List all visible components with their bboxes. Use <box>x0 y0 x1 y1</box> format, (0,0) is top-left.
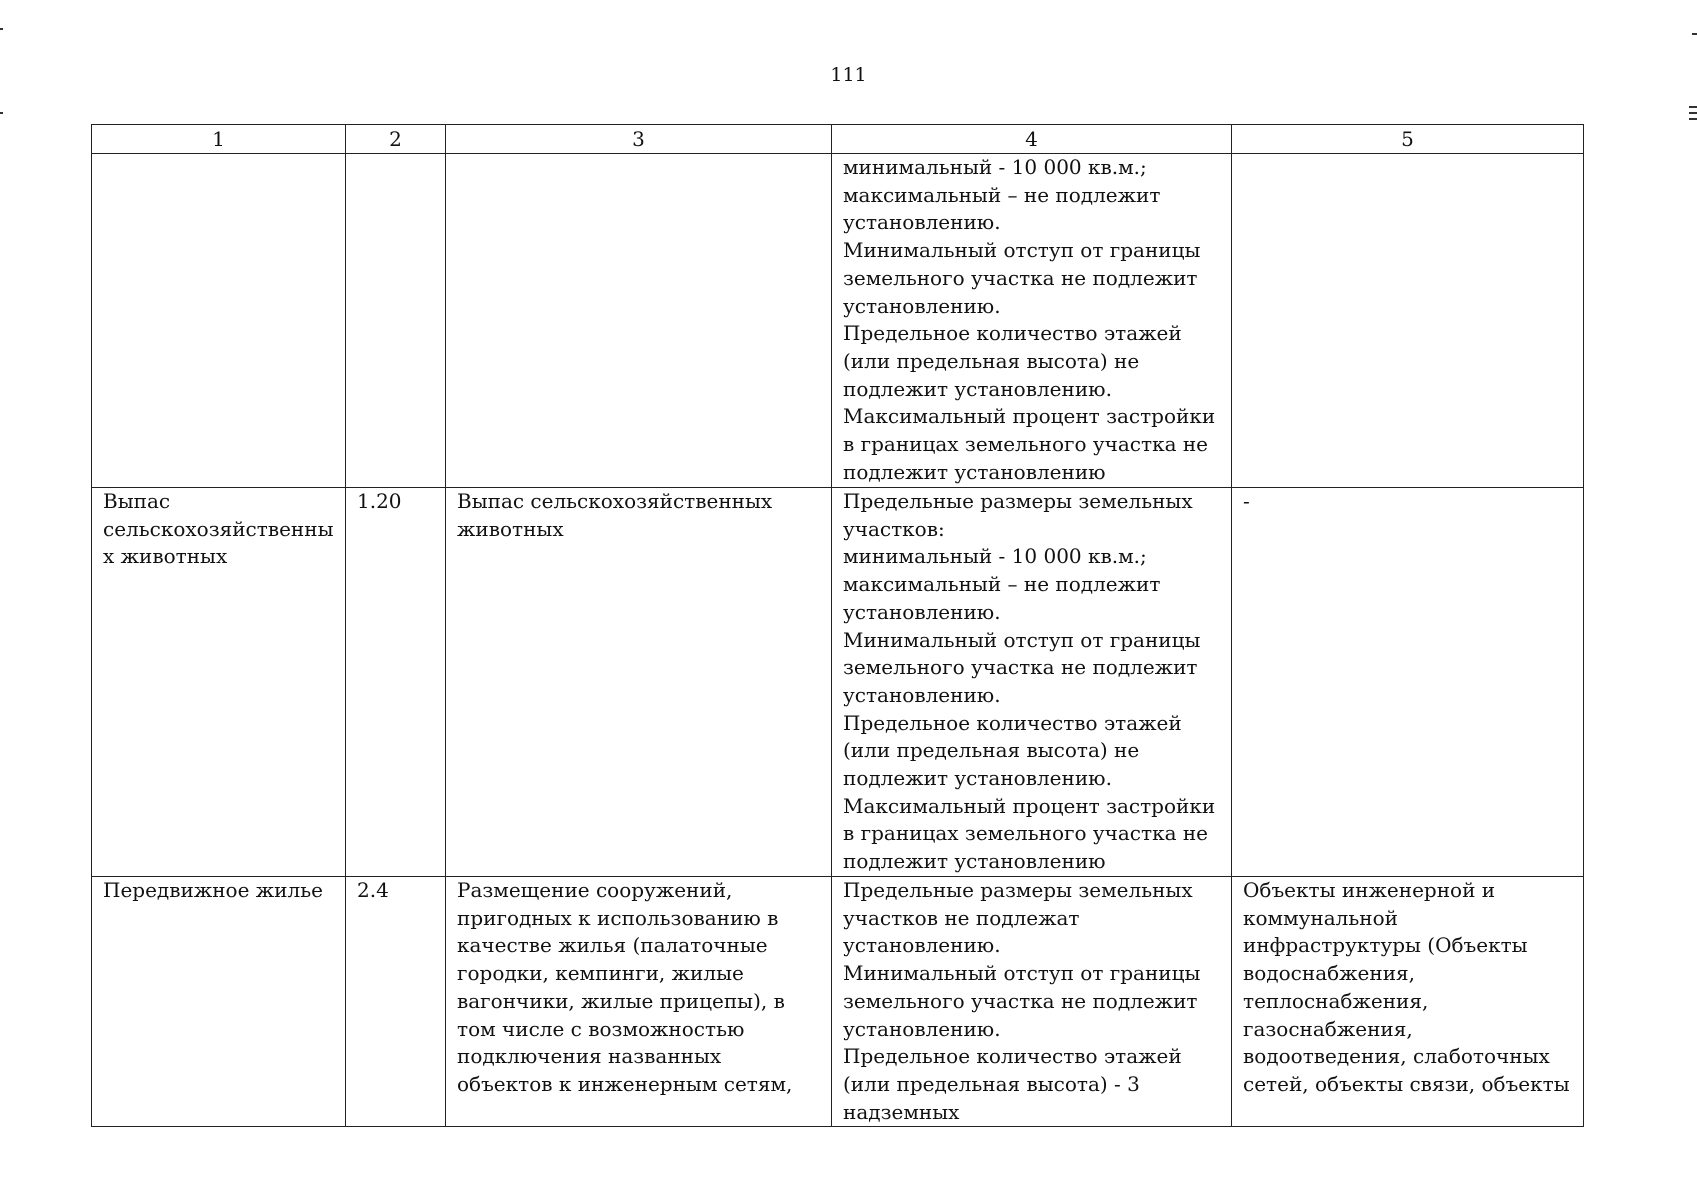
scan-edge-mark-right <box>1689 106 1697 108</box>
page-number: 111 <box>830 64 867 86</box>
auxiliary-uses-cell <box>1232 154 1584 488</box>
use-type-code-cell: 1.20 <box>346 488 446 877</box>
column-header: 1 <box>92 125 346 154</box>
use-type-name-cell: Передвижное жилье <box>92 877 346 1127</box>
use-type-name-cell: Выпас сельскохозяйственны х животных <box>92 488 346 877</box>
column-header: 2 <box>346 125 446 154</box>
parameters-cell: минимальный - 10 000 кв.м.; максимальный – не подлежит установлению. Минимальный отступ от границы земельного участка не подлежит установлению. Предельное количество этажей (или предельная высота) не подлежит установлению. Максимальный процент застройки в границах земельного участка не подлежит установлению <box>832 154 1232 488</box>
use-type-description-cell <box>446 154 832 488</box>
table-row <box>92 488 1584 877</box>
scan-edge-mark-left <box>0 28 3 30</box>
auxiliary-uses-cell: - <box>1232 488 1584 877</box>
use-type-description-cell: Выпас сельскохозяйственных животных <box>446 488 832 877</box>
parameters-cell: Предельные размеры земельных участков не подлежат установлению. Минимальный отступ от границы земельного участка не подлежит установлению. Предельное количество этажей (или предельная высота) - 3 надземных <box>832 877 1232 1127</box>
column-header: 5 <box>1232 125 1584 154</box>
use-type-code-cell <box>346 154 446 488</box>
table-row <box>92 154 1584 488</box>
column-header: 3 <box>446 125 832 154</box>
parameters-cell: Предельные размеры земельных участков: минимальный - 10 000 кв.м.; максимальный – не подлежит установлению. Минимальный отступ от границы земельного участка не подлежит установлению. Предельное количество этажей (или предельная высота) не подлежит установлению. Максимальный процент застройки в границах земельного участка не подлежит установлению <box>832 488 1232 877</box>
auxiliary-uses-cell: Объекты инженерной и коммунальной инфраструктуры (Объекты водоснабжения, теплоснабжения, газоснабжения, водоотведения, слаботочных сетей, объекты связи, объекты <box>1232 877 1584 1127</box>
table-header-row <box>92 125 1584 154</box>
table-row <box>92 877 1584 1127</box>
column-header: 4 <box>832 125 1232 154</box>
scan-edge-mark-right <box>1689 118 1697 120</box>
regulations-table <box>91 124 1584 1127</box>
use-type-code-cell: 2.4 <box>346 877 446 1127</box>
scan-edge-mark-right <box>1692 33 1697 35</box>
use-type-description-cell: Размещение сооружений, пригодных к использованию в качестве жилья (палаточные городки, кемпинги, жилые вагончики, жилые прицепы), в том числе с возможностью подключения названных объектов к инженерным сетям, <box>446 877 832 1127</box>
scan-edge-mark-right <box>1689 112 1697 114</box>
use-type-name-cell <box>92 154 346 488</box>
scan-edge-mark-left <box>0 112 3 114</box>
